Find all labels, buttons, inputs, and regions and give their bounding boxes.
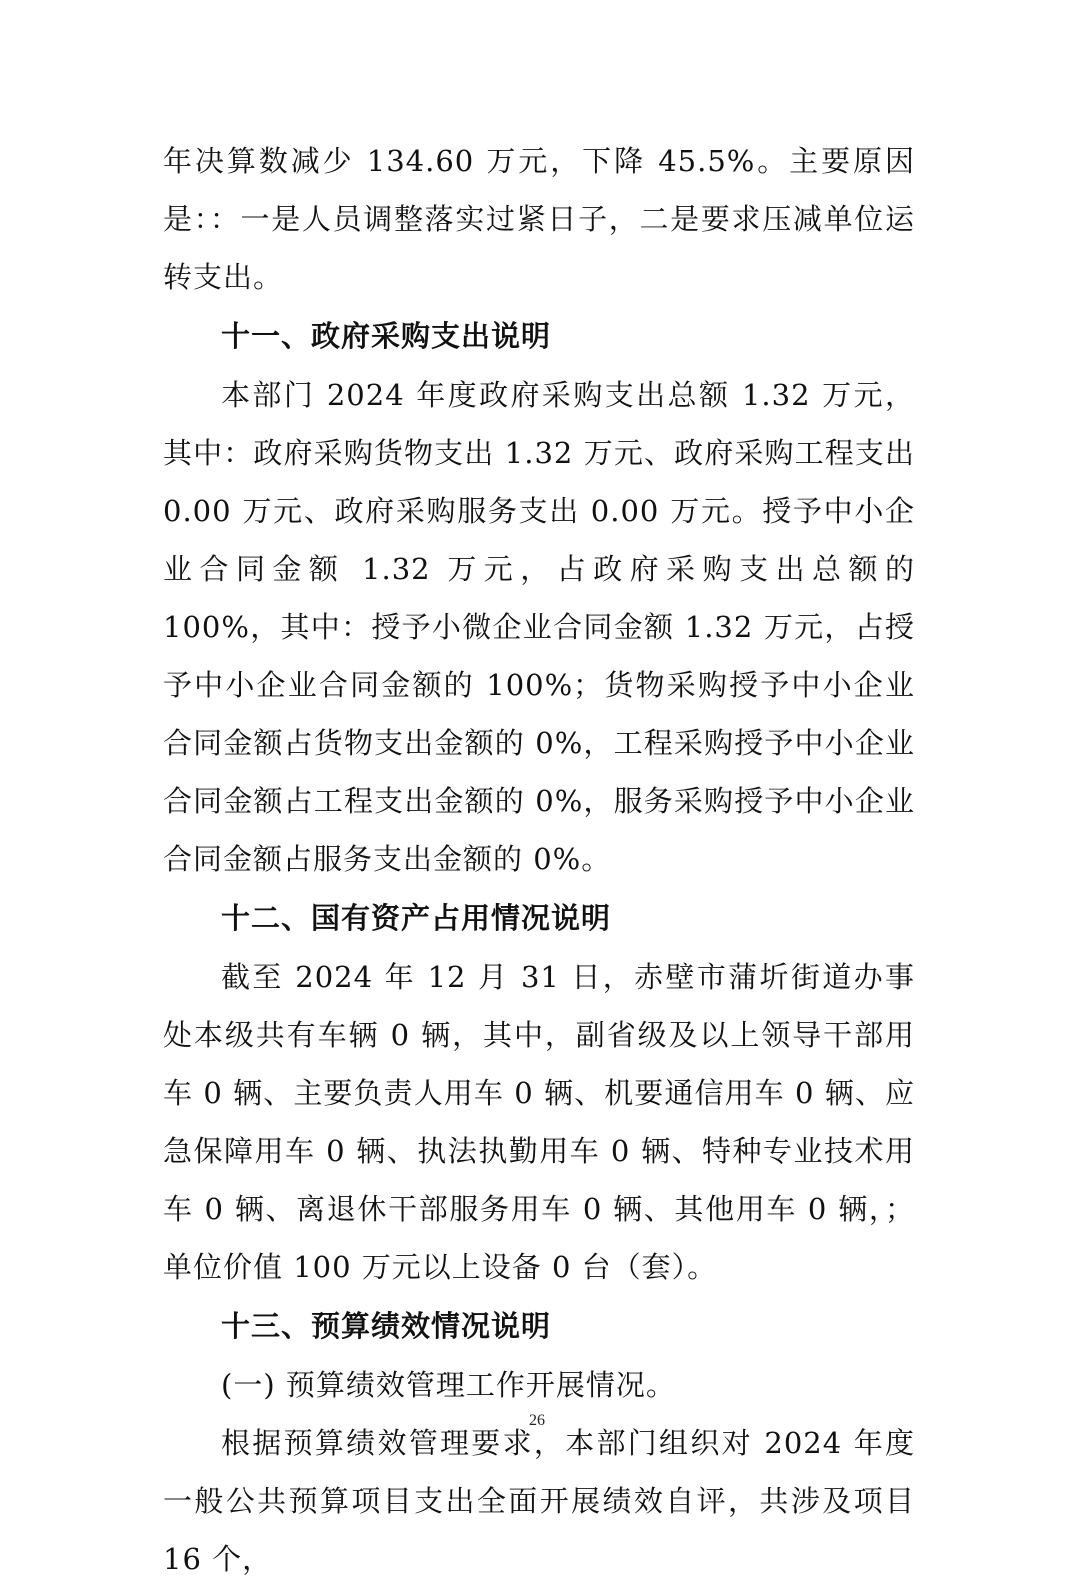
page-number: 26 <box>529 1412 545 1429</box>
paragraph-state-assets: 截至 2024 年 12 月 31 日，赤壁市蒲圻街道办事处本级共有车辆 0 辆，其中，副省级及以上领导干部用车 0 辆、主要负责人用车 0 辆、机要通信用车 0 辆、应急保障用车 0 辆、执法执勤用车 0 辆、特种专业技术用车 0 辆、离退休干部服务用车 0 辆、其他用车 0 辆，；单位价值 100 万元以上设备 0 台（套）。 <box>163 960 915 1284</box>
paragraph-performance-subheading: (一) 预算绩效管理工作开展情况。 <box>221 1368 676 1402</box>
paragraph-government-procurement: 本部门 2024 年度政府采购支出总额 1.32 万元，其中：政府采购货物支出 1.32 万元、政府采购工程支出 0.00 万元、政府采购服务支出 0.00 万元。授予中小企业合同金额 1.32 万元，占政府采购支出总额的 100%，其中：授予小微企业合同金额 1.32 万元，占授予中小企业合同金额的 100%；货物采购授予中小企业合同金额占货物支出金额的 0%，工程采购授予中小企业合同金额占工程支出金额的 0%，服务采购授予中小企业合同金额占服务支出金额的 0%。 <box>163 378 915 876</box>
document-body <box>163 132 915 1588</box>
paragraph-budget-decrease: 年决算数减少 134.60 万元，下降 45.5%。主要原因是：：一是人员调整落实过紧日子，二是要求压减单位运转支出。 <box>163 144 915 294</box>
heading-state-assets: 十二、国有资产占用情况说明 <box>221 901 612 935</box>
heading-budget-performance: 十三、预算绩效情况说明 <box>221 1309 552 1343</box>
heading-government-procurement: 十一、政府采购支出说明 <box>221 319 552 353</box>
paragraph-performance-evaluation: 根据预算绩效管理要求，本部门组织对 2024 年度一般公共预算项目支出全面开展绩效自评，共涉及项目 16 个， <box>163 1426 915 1576</box>
